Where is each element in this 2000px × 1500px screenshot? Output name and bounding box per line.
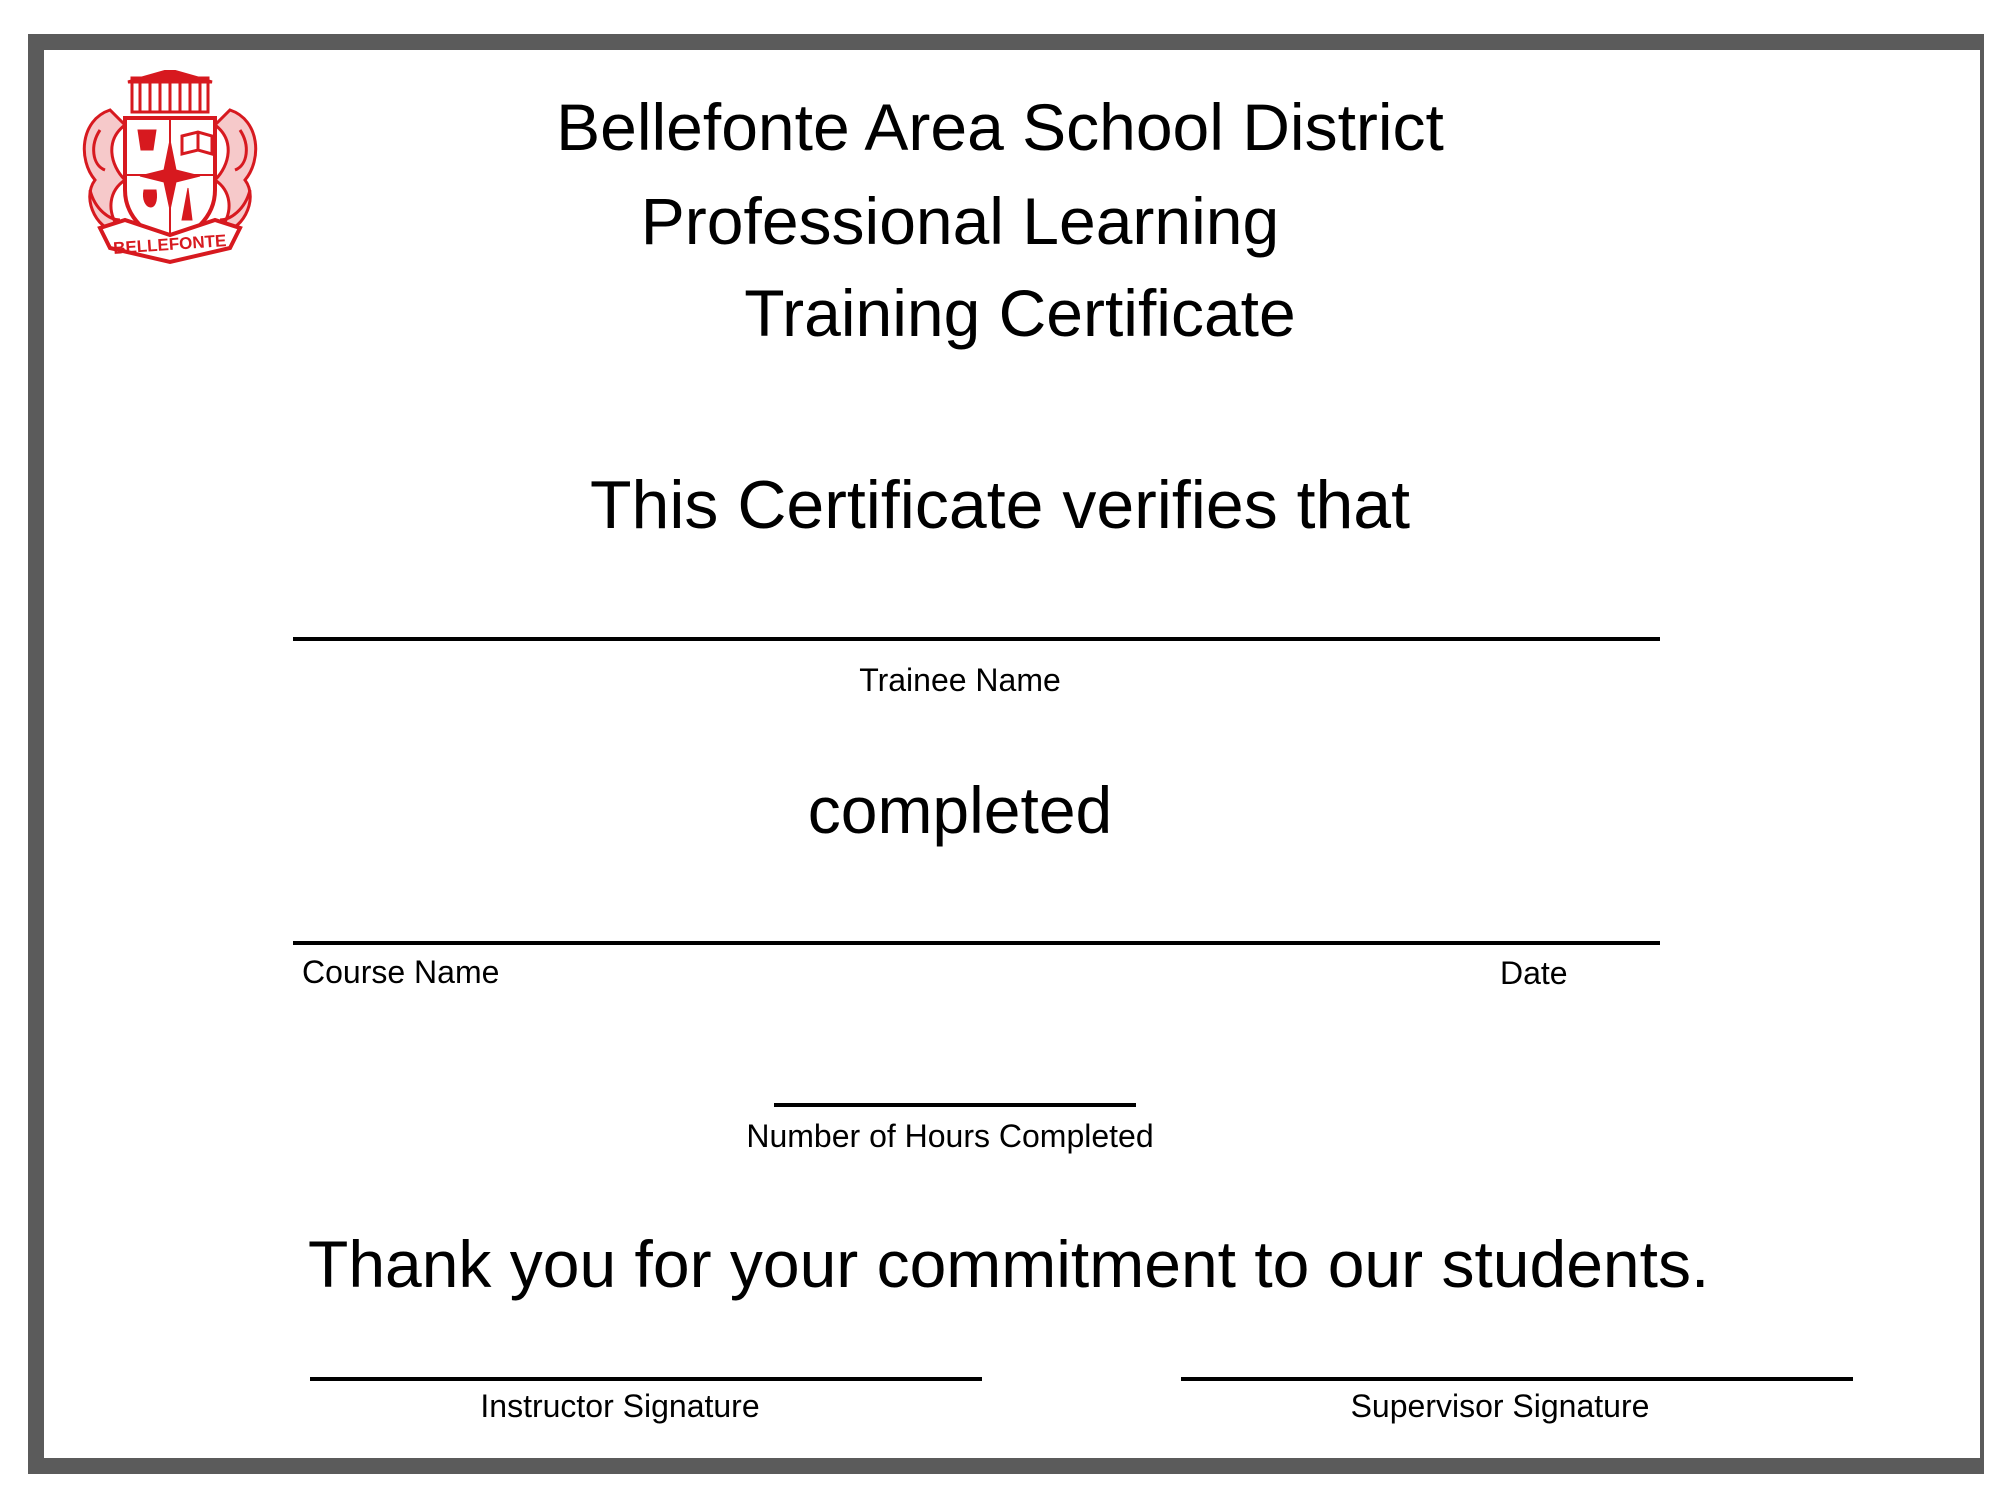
- hours-label: Number of Hours Completed: [746, 1118, 1154, 1154]
- supervisor-signature-line: [1181, 1377, 1853, 1381]
- verifies-text: This Certificate verifies that: [589, 467, 1411, 543]
- instructor-signature-line: [310, 1377, 982, 1381]
- trainee-name-label: Trainee Name: [859, 662, 1061, 698]
- instructor-signature-label: Instructor Signature: [480, 1388, 760, 1424]
- course-name-label: Course Name: [302, 954, 500, 990]
- thank-you-message: Thank you for your commitment to our students.: [308, 1227, 1710, 1301]
- certificate-title: Training Certificate: [744, 276, 1296, 350]
- program-title: Professional Learning: [640, 184, 1280, 258]
- hours-line: [774, 1103, 1136, 1107]
- date-label: Date: [1500, 955, 1568, 991]
- completed-text: completed: [807, 773, 1113, 847]
- trainee-name-line: [293, 637, 1660, 641]
- supervisor-signature-label: Supervisor Signature: [1350, 1388, 1650, 1424]
- svg-text:BELLEFONTE: BELLEFONTE: [112, 231, 227, 258]
- course-name-line: [293, 941, 1660, 945]
- district-title: Bellefonte Area School District: [556, 90, 1444, 164]
